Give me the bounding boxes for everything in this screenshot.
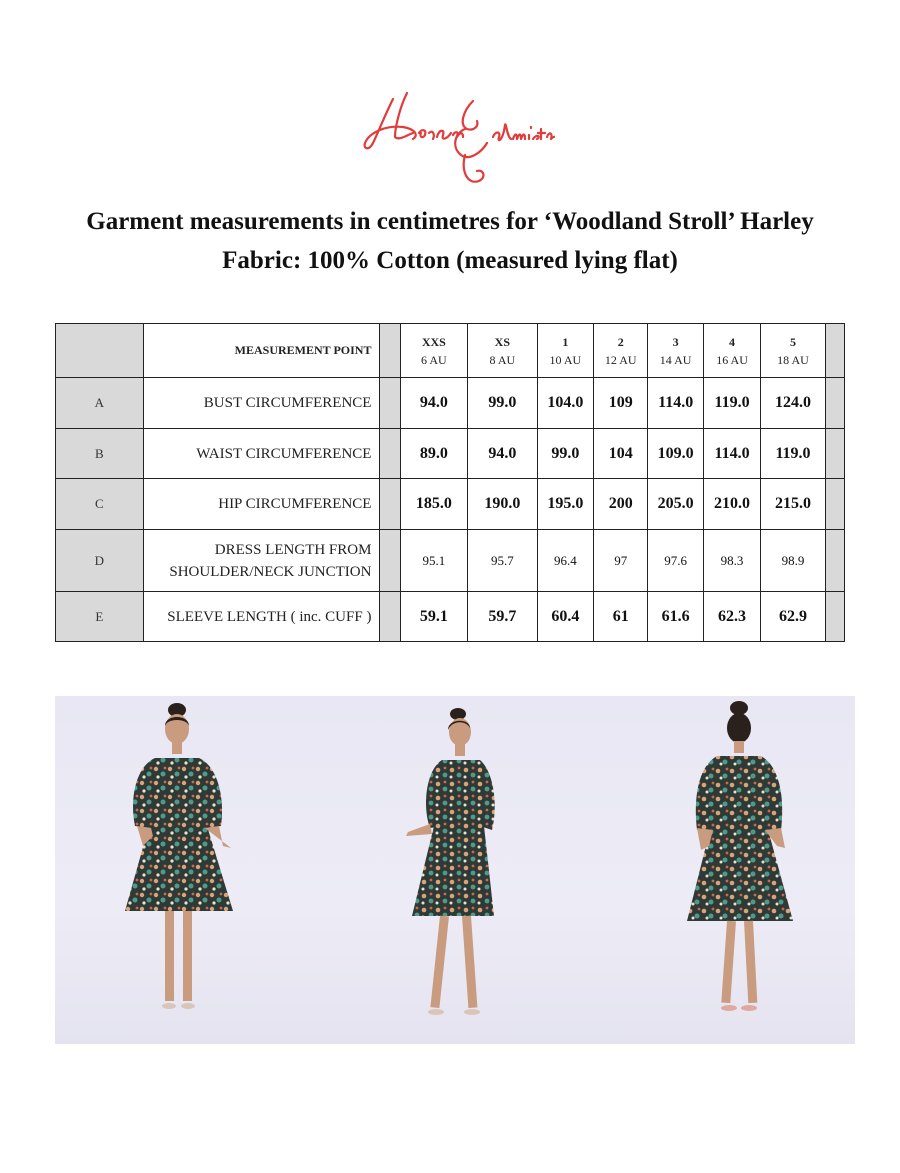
row-code: A [56,378,144,429]
spacer-cell [825,324,844,378]
point-line-2: SHOULDER/NECK JUNCTION [169,563,372,580]
row-value: 119.0 [703,378,760,429]
table-row [56,530,845,592]
spacer-cell [825,378,844,429]
row-value: 215.0 [761,479,825,530]
row-value: 61 [594,592,648,642]
row-value: 205.0 [648,479,703,530]
product-photo-back [589,696,855,1044]
row-value: 109.0 [648,429,703,479]
header-size-xxs: XXS 6 AU [400,324,468,378]
spacer-cell [825,429,844,479]
fabric-subtitle: Fabric: 100% Cotton (measured lying flat) [222,247,678,274]
row-code: E [56,592,144,642]
spacer-cell [380,592,400,642]
row-value: 96.4 [537,530,593,592]
row-value: 109 [594,378,648,429]
row-measurement-point: HIP CIRCUMFERENCE [143,479,380,530]
header-measurement-point: MEASUREMENT POINT [143,324,380,378]
product-photo-strip [55,696,855,1044]
row-measurement-point: BUST CIRCUMFERENCE [143,378,380,429]
spacer-cell [380,479,400,530]
row-code: D [56,530,144,592]
size-chart-table [55,323,845,642]
header-size-1: 1 10 AU [537,324,593,378]
row-measurement-point: WAIST CIRCUMFERENCE [143,429,380,479]
row-value: 59.1 [400,592,468,642]
row-value: 104 [594,429,648,479]
row-code: C [56,479,144,530]
row-measurement-point: SLEEVE LENGTH ( inc. CUFF ) [143,592,380,642]
row-value: 98.3 [703,530,760,592]
row-value: 114.0 [703,429,760,479]
row-measurement-point [143,530,380,592]
row-value: 60.4 [537,592,593,642]
product-photo-side [322,696,588,1044]
row-value: 210.0 [703,479,760,530]
row-value: 99.0 [468,378,538,429]
header-size-5: 5 18 AU [761,324,825,378]
row-value: 95.7 [468,530,538,592]
header-size-2: 2 12 AU [594,324,648,378]
product-photo-front [55,696,321,1044]
spacer-cell [825,530,844,592]
row-value: 104.0 [537,378,593,429]
brand-logo [355,85,555,195]
row-value: 89.0 [400,429,468,479]
row-value: 124.0 [761,378,825,429]
row-value: 195.0 [537,479,593,530]
row-value: 119.0 [761,429,825,479]
row-value: 94.0 [468,429,538,479]
spacer-cell [825,592,844,642]
row-code: B [56,429,144,479]
header-size-3: 3 14 AU [648,324,703,378]
row-value: 94.0 [400,378,468,429]
row-value: 190.0 [468,479,538,530]
table-header-row [56,324,845,378]
table-row [56,378,845,429]
page-title: Garment measurements in centimetres for ‘Woodland Stroll’ Harley [86,208,814,235]
spacer-cell [380,530,400,592]
row-value: 61.6 [648,592,703,642]
row-value: 62.9 [761,592,825,642]
row-value: 59.7 [468,592,538,642]
header-corner-cell [56,324,144,378]
row-value: 97 [594,530,648,592]
spacer-cell [380,429,400,479]
spacer-cell [380,378,400,429]
logo-signature [355,85,555,195]
row-value: 98.9 [761,530,825,592]
row-value: 95.1 [400,530,468,592]
point-line-1: DRESS LENGTH FROM [214,541,372,558]
row-value: 200 [594,479,648,530]
spacer-cell [380,324,400,378]
header-size-4: 4 16 AU [703,324,760,378]
row-value: 99.0 [537,429,593,479]
table-row [56,479,845,530]
row-value: 114.0 [648,378,703,429]
spacer-cell [825,479,844,530]
header-size-xs: XS 8 AU [468,324,538,378]
row-value: 62.3 [703,592,760,642]
table-row [56,592,845,642]
row-value: 97.6 [648,530,703,592]
row-value: 185.0 [400,479,468,530]
table-row [56,429,845,479]
